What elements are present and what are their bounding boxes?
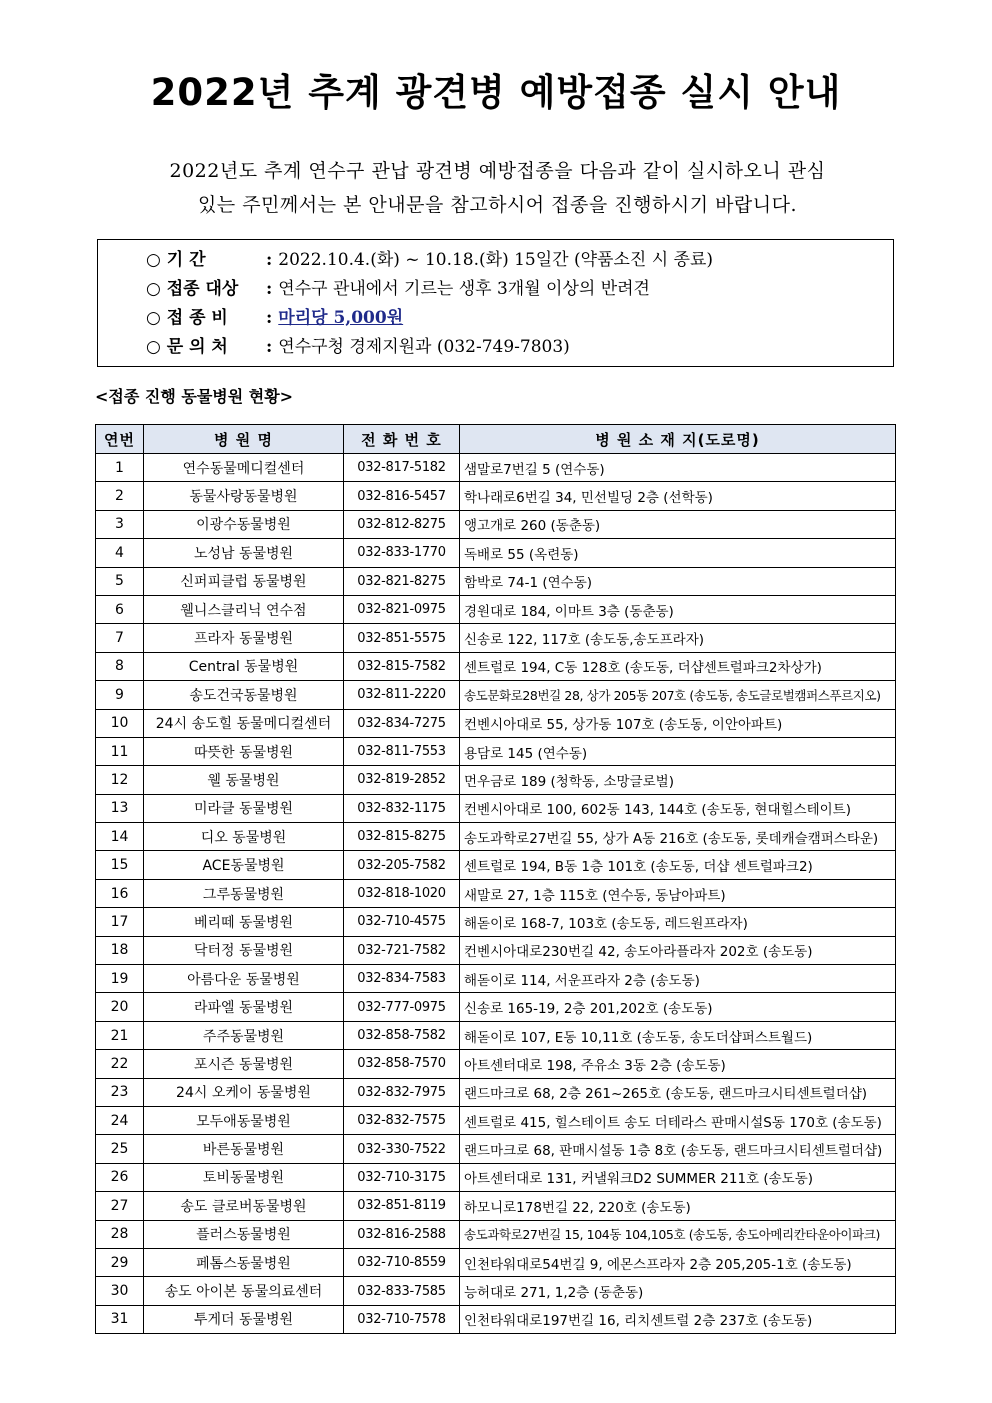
hospital-name: 24시 오케이 동물병원 — [144, 1078, 344, 1106]
hospital-name: 송도 클로버동물병원 — [144, 1192, 344, 1220]
table-row — [96, 1050, 896, 1078]
info-label: ○ 문 의 처 — [146, 337, 228, 357]
row-number: 9 — [96, 681, 144, 709]
table-row — [96, 965, 896, 993]
hospital-address: 인천타워대로54번길 9, 에몬스프라자 2층 205,205-1호 (송도동) — [460, 1248, 896, 1276]
phone-number: 032-777-0975 — [344, 993, 460, 1021]
hospital-address: 송도문화로28번길 28, 상가 205동 207호 (송도동, 송도글로벌캠퍼스푸르지오) — [460, 681, 896, 709]
row-number: 11 — [96, 737, 144, 765]
table-row — [96, 1163, 896, 1191]
table-row — [96, 766, 896, 794]
row-number: 25 — [96, 1135, 144, 1163]
phone-number: 032-816-2588 — [344, 1220, 460, 1248]
row-number: 13 — [96, 794, 144, 822]
table-row — [96, 1220, 896, 1248]
hospital-name: 따뜻한 동물병원 — [144, 737, 344, 765]
hospital-address: 경원대로 184, 이마트 3층 (동춘동) — [460, 595, 896, 623]
hospital-name: 노성남 동물병원 — [144, 539, 344, 567]
hospital-address: 학나래로6번길 34, 민선빌딩 2층 (선학동) — [460, 482, 896, 510]
row-number: 16 — [96, 879, 144, 907]
phone-number: 032-710-3175 — [344, 1163, 460, 1191]
table-row — [96, 539, 896, 567]
info-value-fee: 마리당 5,000원 — [278, 308, 404, 328]
intro-line-1: 2022년도 추계 연수구 관납 광견병 예방접종을 다음과 같이 실시하오니 관심 — [169, 160, 826, 182]
row-number: 7 — [96, 624, 144, 652]
row-number: 4 — [96, 539, 144, 567]
phone-number: 032-817-5182 — [344, 454, 460, 482]
column-header-number: 연번 — [96, 425, 144, 454]
page-title: 2022년 추계 광견병 예방접종 실시 안내 — [150, 71, 842, 114]
info-box — [97, 239, 894, 367]
phone-number: 032-205-7582 — [344, 851, 460, 879]
phone-number: 032-833-7585 — [344, 1277, 460, 1305]
hospital-name: 미라클 동물병원 — [144, 794, 344, 822]
table-row — [96, 737, 896, 765]
hospital-address: 아트센터대로 131, 커낼워크D2 SUMMER 211호 (송도동) — [460, 1163, 896, 1191]
row-number: 22 — [96, 1050, 144, 1078]
info-row-fee: ○ 접 종 비 : 마리당 5,000원 — [146, 304, 893, 333]
hospital-address: 센트럴로 194, B동 1층 101호 (송도동, 더샵 센트럴파크2) — [460, 851, 896, 879]
row-number: 30 — [96, 1277, 144, 1305]
info-label: ○ 기 간 — [146, 250, 206, 270]
table-row — [96, 1078, 896, 1106]
hospital-name: 페톰스동물병원 — [144, 1248, 344, 1276]
table-row — [96, 567, 896, 595]
intro-paragraph — [100, 154, 895, 222]
row-number: 23 — [96, 1078, 144, 1106]
info-value: 2022.10.4.(화) ~ 10.18.(화) 15일간 (약품소진 시 종료) — [278, 250, 714, 270]
row-number: 26 — [96, 1163, 144, 1191]
hospital-name: 투게더 동물병원 — [144, 1305, 344, 1333]
info-value: 연수구 관내에서 기르는 생후 3개월 이상의 반려견 — [278, 279, 650, 299]
row-number: 17 — [96, 908, 144, 936]
hospital-name: 디오 동물병원 — [144, 823, 344, 851]
table-row — [96, 652, 896, 680]
phone-number: 032-710-4575 — [344, 908, 460, 936]
row-number: 5 — [96, 567, 144, 595]
phone-number: 032-721-7582 — [344, 936, 460, 964]
hospital-address: 송도과학로27번길 55, 상가 A동 216호 (송도동, 롯데캐슬캠퍼스타운) — [460, 823, 896, 851]
table-row — [96, 936, 896, 964]
hospital-address: 용담로 145 (연수동) — [460, 737, 896, 765]
hospital-name: 연수동물메디컬센터 — [144, 454, 344, 482]
phone-number: 032-821-0975 — [344, 595, 460, 623]
table-row — [96, 510, 896, 538]
table-row — [96, 624, 896, 652]
phone-number: 032-819-2852 — [344, 766, 460, 794]
hospital-address: 해돋이로 168-7, 103호 (송도동, 레드원프라자) — [460, 908, 896, 936]
table-row — [96, 993, 896, 1021]
row-number: 27 — [96, 1192, 144, 1220]
table-row — [96, 595, 896, 623]
table-row — [96, 681, 896, 709]
phone-number: 032-834-7275 — [344, 709, 460, 737]
row-number: 8 — [96, 652, 144, 680]
hospital-name: ACE동물병원 — [144, 851, 344, 879]
intro-line-2: 있는 주민께서는 본 안내문을 참고하시어 접종을 진행하시기 바랍니다. — [197, 194, 798, 216]
row-number: 24 — [96, 1106, 144, 1134]
hospital-address: 컨벤시아대로 100, 602동 143, 144호 (송도동, 현대힐스테이트) — [460, 794, 896, 822]
phone-number: 032-811-2220 — [344, 681, 460, 709]
hospital-name: 라파엘 동물병원 — [144, 993, 344, 1021]
row-number: 29 — [96, 1248, 144, 1276]
info-row-period: ○ 기 간 : 2022.10.4.(화) ~ 10.18.(화) 15일간 (약품소진 시 종료) — [146, 246, 893, 275]
row-number: 14 — [96, 823, 144, 851]
table-row — [96, 908, 896, 936]
phone-number: 032-815-7582 — [344, 652, 460, 680]
hospital-address: 센트럴로 415, 힐스테이트 송도 더테라스 판매시설S동 170호 (송도동) — [460, 1106, 896, 1134]
hospital-address: 컨벤시아대로230번길 42, 송도아라플라자 202호 (송도동) — [460, 936, 896, 964]
phone-number: 032-330-7522 — [344, 1135, 460, 1163]
hospital-address: 아트센터대로 198, 주유소 3동 2층 (송도동) — [460, 1050, 896, 1078]
hospital-address: 함박로 74-1 (연수동) — [460, 567, 896, 595]
info-label: ○ 접종 대상 — [146, 279, 239, 299]
hospital-address: 해돋이로 107, E동 10,11호 (송도동, 송도더샵퍼스트월드) — [460, 1021, 896, 1049]
hospital-name: 바른동물병원 — [144, 1135, 344, 1163]
phone-number: 032-834-7583 — [344, 965, 460, 993]
hospital-address: 인천타워대로197번길 16, 리치센트럴 2층 237호 (송도동) — [460, 1305, 896, 1333]
table-row — [96, 1192, 896, 1220]
phone-number: 032-832-1175 — [344, 794, 460, 822]
phone-number: 032-832-7575 — [344, 1106, 460, 1134]
phone-number: 032-851-8119 — [344, 1192, 460, 1220]
table-row — [96, 1106, 896, 1134]
hospital-name: 송도건국동물병원 — [144, 681, 344, 709]
info-row-contact: ○ 문 의 처 : 연수구청 경제지원과 (032-749-7803) — [146, 333, 893, 362]
hospital-address: 랜드마크로 68, 2층 261~265호 (송도동, 랜드마크시티센트럴더샵) — [460, 1078, 896, 1106]
row-number: 19 — [96, 965, 144, 993]
hospital-name: 플러스동물병원 — [144, 1220, 344, 1248]
hospital-address: 송도과학로27번길 15, 104동 104,105호 (송도동, 송도아메리칸타운아이파크) — [460, 1220, 896, 1248]
hospital-address: 새말로 27, 1층 115호 (연수동, 동남아파트) — [460, 879, 896, 907]
hospital-name: 그루동물병원 — [144, 879, 344, 907]
table-row — [96, 454, 896, 482]
row-number: 15 — [96, 851, 144, 879]
section-heading: <접종 진행 동물병원 현황> — [95, 387, 294, 406]
table-row — [96, 1248, 896, 1276]
hospital-name: Central 동물병원 — [144, 652, 344, 680]
table-row — [96, 823, 896, 851]
hospital-address: 앵고개로 260 (동춘동) — [460, 510, 896, 538]
hospital-name: 신퍼피클럽 동물병원 — [144, 567, 344, 595]
hospital-address: 신송로 122, 117호 (송도동,송도프라자) — [460, 624, 896, 652]
column-header-phone: 전 화 번 호 — [344, 425, 460, 454]
phone-number: 032-832-7975 — [344, 1078, 460, 1106]
table-row — [96, 879, 896, 907]
info-row-target: ○ 접종 대상 : 연수구 관내에서 기르는 생후 3개월 이상의 반려견 — [146, 275, 893, 304]
hospital-name: 동물사랑동물병원 — [144, 482, 344, 510]
hospital-name: 송도 아이본 동물의료센터 — [144, 1277, 344, 1305]
hospital-address: 하모니로178번길 22, 220호 (송도동) — [460, 1192, 896, 1220]
table-row — [96, 709, 896, 737]
phone-number: 032-833-1770 — [344, 539, 460, 567]
table-row — [96, 482, 896, 510]
phone-number: 032-821-8275 — [344, 567, 460, 595]
phone-number: 032-851-5575 — [344, 624, 460, 652]
hospital-address: 컨벤시아대로 55, 상가동 107호 (송도동, 이안아파트) — [460, 709, 896, 737]
column-header-address: 병 원 소 재 지(도로명) — [460, 425, 896, 454]
hospital-name: 주주동물병원 — [144, 1021, 344, 1049]
info-label: ○ 접 종 비 — [146, 308, 228, 328]
hospital-name: 토비동물병원 — [144, 1163, 344, 1191]
hospital-name: 베리떼 동물병원 — [144, 908, 344, 936]
hospital-table — [95, 424, 896, 1334]
phone-number: 032-818-1020 — [344, 879, 460, 907]
hospital-name: 24시 송도힐 동물메디컬센터 — [144, 709, 344, 737]
row-number: 21 — [96, 1021, 144, 1049]
table-row — [96, 1135, 896, 1163]
phone-number: 032-710-7578 — [344, 1305, 460, 1333]
table-row — [96, 794, 896, 822]
phone-number: 032-858-7582 — [344, 1021, 460, 1049]
table-row — [96, 851, 896, 879]
phone-number: 032-816-5457 — [344, 482, 460, 510]
row-number: 6 — [96, 595, 144, 623]
table-row — [96, 1277, 896, 1305]
row-number: 12 — [96, 766, 144, 794]
row-number: 18 — [96, 936, 144, 964]
row-number: 20 — [96, 993, 144, 1021]
row-number: 3 — [96, 510, 144, 538]
row-number: 10 — [96, 709, 144, 737]
hospital-name: 포시즌 동물병원 — [144, 1050, 344, 1078]
phone-number: 032-858-7570 — [344, 1050, 460, 1078]
row-number: 31 — [96, 1305, 144, 1333]
hospital-address: 능허대로 271, 1,2층 (동춘동) — [460, 1277, 896, 1305]
row-number: 28 — [96, 1220, 144, 1248]
hospital-address: 센트럴로 194, C동 128호 (송도동, 더샵센트럴파크2차상가) — [460, 652, 896, 680]
phone-number: 032-812-8275 — [344, 510, 460, 538]
hospital-address: 독배로 55 (옥련동) — [460, 539, 896, 567]
hospital-name: 닥터정 동물병원 — [144, 936, 344, 964]
hospital-name: 모두애동물병원 — [144, 1106, 344, 1134]
hospital-name: 웰니스클리닉 연수점 — [144, 595, 344, 623]
hospital-address: 먼우금로 189 (청학동, 소망글로벌) — [460, 766, 896, 794]
table-header-row — [96, 425, 896, 454]
hospital-address: 샘말로7번길 5 (연수동) — [460, 454, 896, 482]
phone-number: 032-811-7553 — [344, 737, 460, 765]
hospital-address: 해돋이로 114, 서운프라자 2층 (송도동) — [460, 965, 896, 993]
row-number: 2 — [96, 482, 144, 510]
hospital-name: 아름다운 동물병원 — [144, 965, 344, 993]
hospital-name: 웰 동물병원 — [144, 766, 344, 794]
row-number: 1 — [96, 454, 144, 482]
phone-number: 032-710-8559 — [344, 1248, 460, 1276]
info-value: 연수구청 경제지원과 (032-749-7803) — [278, 337, 570, 357]
hospital-name: 프라자 동물병원 — [144, 624, 344, 652]
hospital-name: 이광수동물병원 — [144, 510, 344, 538]
phone-number: 032-815-8275 — [344, 823, 460, 851]
column-header-name: 병 원 명 — [144, 425, 344, 454]
hospital-address: 신송로 165-19, 2층 201,202호 (송도동) — [460, 993, 896, 1021]
table-row — [96, 1305, 896, 1333]
hospital-address: 랜드마크로 68, 판매시설동 1층 8호 (송도동, 랜드마크시티센트럴더샵) — [460, 1135, 896, 1163]
table-row — [96, 1021, 896, 1049]
